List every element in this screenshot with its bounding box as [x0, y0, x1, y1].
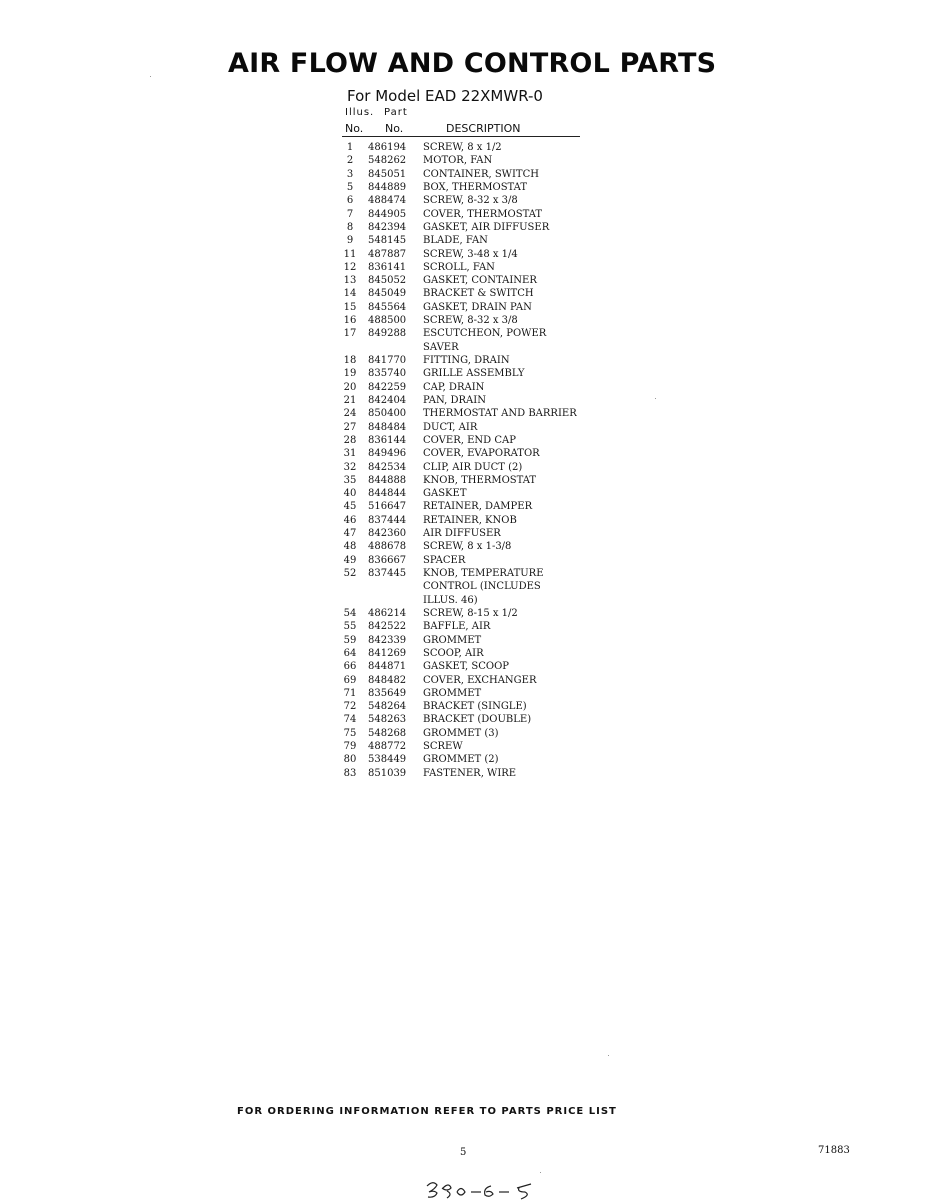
part-no-cell: 842394: [368, 221, 407, 233]
part-no-cell: 836667: [368, 554, 407, 566]
table-row: [340, 394, 640, 407]
table-row: [340, 141, 640, 154]
part-no-cell: 516647: [368, 501, 407, 513]
table-row: [340, 713, 640, 726]
illus-no-cell: 46: [343, 514, 357, 526]
table-row: [340, 687, 640, 700]
illus-no-cell: 3: [346, 168, 354, 180]
part-no-cell: 841770: [368, 355, 407, 366]
description-cell: AIR DIFFUSER: [423, 528, 501, 540]
part-no-cell: 842522: [368, 621, 407, 633]
table-row: [340, 580, 640, 593]
scan-speck: [608, 1055, 609, 1056]
part-no-cell: [368, 341, 412, 354]
part-no-cell: 835649: [368, 687, 407, 699]
description-cell: COVER, EXCHANGER: [423, 674, 537, 686]
scan-speck: [540, 1172, 541, 1173]
illus-no-cell: 32: [343, 461, 357, 473]
illus-no-cell: 54: [343, 607, 357, 619]
description-cell: COVER, THERMOSTAT: [423, 208, 543, 220]
table-row: [340, 287, 640, 300]
illus-no-cell: 15: [343, 301, 357, 313]
table-row: [340, 660, 640, 673]
ordering-info-footer: FOR ORDERING INFORMATION REFER TO PARTS PRICE LIST: [237, 1106, 617, 1117]
table-row: [340, 554, 640, 567]
part-no-cell: 849288: [368, 328, 407, 340]
part-no-cell: 842534: [368, 461, 407, 473]
illus-no-cell: 52: [343, 568, 357, 579]
page-number: 5: [460, 1147, 467, 1158]
illus-no-cell: 11: [343, 248, 357, 260]
description-cell: CONTROL (INCLUDES: [423, 581, 541, 593]
description-cell: SCREW, 8 x 1/2: [423, 142, 502, 153]
table-row: [340, 194, 640, 207]
table-row: [340, 261, 640, 274]
illus-no-cell: 64: [343, 647, 357, 659]
table-row: [340, 168, 640, 181]
part-header-top: Part: [384, 107, 408, 118]
table-row: [340, 461, 640, 474]
table-row: [340, 234, 640, 247]
illus-no-cell: 13: [343, 275, 357, 287]
illus-no-cell: 83: [343, 767, 357, 779]
illus-no-cell: 21: [343, 394, 357, 406]
table-row: [340, 540, 640, 553]
part-no-cell: 842404: [368, 394, 407, 406]
part-no-cell: 842259: [368, 381, 407, 393]
part-no-cell: 848484: [368, 421, 407, 433]
description-cell: GROMMET: [423, 687, 482, 699]
description-cell: COVER, END CAP: [423, 434, 516, 446]
part-no-cell: 486194: [368, 142, 407, 153]
table-row: [340, 620, 640, 633]
page-title: AIR FLOW AND CONTROL PARTS: [228, 48, 717, 79]
document-code: 71883: [818, 1145, 850, 1156]
description-cell: GROMMET: [423, 634, 482, 646]
description-cell: FITTING, DRAIN: [423, 355, 510, 366]
illus-no-cell: 24: [343, 408, 357, 420]
description-cell: BLADE, FAN: [423, 235, 488, 247]
table-row: [340, 527, 640, 540]
part-no-cell: 835740: [368, 368, 407, 380]
illus-no-cell: 35: [343, 474, 357, 486]
illus-no-cell: 8: [346, 221, 354, 233]
table-row: [340, 740, 640, 753]
description-cell: MOTOR, FAN: [423, 155, 493, 167]
table-row: [340, 407, 640, 420]
illus-no-cell: 5: [346, 181, 354, 193]
description-cell: GASKET, AIR DIFFUSER: [423, 221, 550, 233]
illus-no-cell: 9: [346, 235, 354, 247]
part-no-cell: [368, 594, 412, 607]
illus-no-cell: 19: [343, 368, 357, 380]
illus-no-cell: 74: [343, 714, 357, 726]
part-no-cell: 487887: [368, 248, 407, 260]
part-no-cell: 842360: [368, 528, 407, 540]
part-no-cell: 851039: [368, 767, 407, 779]
part-no-cell: 845052: [368, 275, 407, 287]
table-row: [340, 487, 640, 500]
table-row: [340, 500, 640, 513]
table-row: [340, 634, 640, 647]
description-cell: GASKET, DRAIN PAN: [423, 301, 532, 313]
illus-no-cell: 55: [343, 621, 357, 633]
table-row: [340, 381, 640, 394]
part-no-header: No.: [385, 122, 404, 135]
illus-no-cell: 72: [343, 701, 357, 713]
table-row: [340, 594, 640, 607]
description-cell: FASTENER, WIRE: [423, 767, 517, 779]
illus-no-cell: 17: [343, 328, 357, 340]
scan-speck: [655, 398, 656, 399]
part-no-cell: 848482: [368, 674, 407, 686]
table-row: [340, 301, 640, 314]
illus-no-cell: 79: [343, 741, 357, 753]
parts-table: [340, 141, 640, 780]
description-cell: SCREW: [423, 741, 463, 753]
part-no-cell: 842339: [368, 634, 407, 646]
table-row: [340, 474, 640, 487]
description-header: DESCRIPTION: [446, 122, 521, 135]
description-cell: SCREW, 8-15 x 1/2: [423, 607, 518, 619]
illus-no-cell: [340, 580, 360, 593]
illus-no-cell: 20: [343, 381, 357, 393]
table-row: [340, 314, 640, 327]
table-row: [340, 367, 640, 380]
header-divider: [342, 136, 580, 137]
description-cell: KNOB, THERMOSTAT: [423, 474, 537, 486]
table-row: [340, 327, 640, 340]
description-cell: THERMOSTAT AND BARRIER: [423, 408, 577, 420]
illus-no-cell: [340, 594, 360, 607]
table-row: [340, 514, 640, 527]
description-cell: SAVER: [423, 341, 459, 353]
part-no-cell: 841269: [368, 647, 407, 659]
part-no-cell: 548262: [368, 155, 407, 167]
part-no-cell: 844889: [368, 181, 407, 193]
table-row: [340, 727, 640, 740]
illus-no-cell: 49: [343, 554, 357, 566]
table-row: [340, 221, 640, 234]
part-no-cell: 548263: [368, 714, 407, 726]
description-cell: SPACER: [423, 554, 466, 566]
description-cell: GRILLE ASSEMBLY: [423, 368, 525, 380]
part-no-cell: 488500: [368, 315, 407, 327]
illus-no-cell: 16: [343, 315, 357, 327]
part-no-cell: 850400: [368, 408, 407, 420]
part-no-cell: 845564: [368, 301, 407, 313]
table-row: [340, 607, 640, 620]
model-subtitle: For Model EAD 22XMWR-0: [347, 87, 543, 105]
description-cell: SCREW, 8-32 x 3/8: [423, 195, 518, 207]
description-cell: BOX, THERMOSTAT: [423, 181, 528, 193]
description-cell: GASKET, SCOOP: [423, 661, 510, 673]
description-cell: GROMMET (3): [423, 727, 499, 739]
table-row: [340, 434, 640, 447]
part-no-cell: [368, 580, 412, 593]
handwritten-note: [425, 1180, 555, 1200]
table-row: [340, 447, 640, 460]
table-row: [340, 674, 640, 687]
part-no-cell: 845051: [368, 168, 407, 180]
part-no-cell: 538449: [368, 754, 407, 766]
illus-no-cell: 12: [343, 261, 357, 273]
illus-no-cell: 45: [343, 501, 357, 513]
illus-no-cell: 47: [343, 528, 357, 540]
illus-no-cell: 66: [343, 661, 357, 673]
table-row: [340, 181, 640, 194]
description-cell: BRACKET (SINGLE): [423, 701, 527, 713]
description-cell: SCOOP, AIR: [423, 647, 484, 659]
part-no-cell: 845049: [368, 288, 407, 300]
part-no-cell: 844844: [368, 488, 407, 500]
description-cell: ILLUS. 46): [423, 594, 478, 606]
part-no-cell: 836144: [368, 434, 407, 446]
description-cell: PAN, DRAIN: [423, 394, 486, 406]
description-cell: GASKET: [423, 488, 467, 500]
table-row: [340, 248, 640, 261]
description-cell: SCREW, 8-32 x 3/8: [423, 315, 518, 327]
illus-no-cell: 2: [346, 155, 354, 167]
table-row: [340, 354, 640, 367]
table-row: [340, 208, 640, 221]
description-cell: RETAINER, DAMPER: [423, 501, 533, 513]
illus-no-cell: 1: [346, 142, 354, 153]
illus-no-cell: 71: [343, 687, 357, 699]
part-no-cell: 486214: [368, 607, 407, 619]
description-cell: CAP, DRAIN: [423, 381, 485, 393]
illus-no-cell: [340, 341, 360, 354]
description-cell: COVER, EVAPORATOR: [423, 448, 540, 460]
description-cell: SCREW, 3-48 x 1/4: [423, 248, 518, 260]
scan-speck: [150, 76, 151, 77]
table-row: [340, 274, 640, 287]
description-cell: RETAINER, KNOB: [423, 514, 517, 526]
table-row: [340, 567, 640, 580]
illus-header-top: Illus.: [345, 107, 375, 118]
illus-no-cell: 69: [343, 674, 357, 686]
illus-no-cell: 75: [343, 727, 357, 739]
description-cell: ESCUTCHEON, POWER: [423, 328, 547, 340]
description-cell: BAFFLE, AIR: [423, 621, 491, 633]
illus-no-header: No.: [345, 122, 364, 135]
part-no-cell: 548145: [368, 235, 407, 247]
description-cell: SCREW, 8 x 1-3/8: [423, 541, 512, 553]
illus-no-cell: 40: [343, 488, 357, 500]
illus-no-cell: 80: [343, 754, 357, 766]
part-no-cell: 844905: [368, 208, 407, 220]
part-no-cell: 488474: [368, 195, 407, 207]
table-row: [340, 647, 640, 660]
illus-no-cell: 18: [343, 355, 357, 366]
description-cell: GASKET, CONTAINER: [423, 275, 537, 287]
description-cell: KNOB, TEMPERATURE: [423, 568, 544, 579]
table-row: [340, 341, 640, 354]
part-no-cell: 488678: [368, 541, 407, 553]
illus-no-cell: 31: [343, 448, 357, 460]
description-cell: CLIP, AIR DUCT (2): [423, 461, 523, 473]
part-no-cell: 849496: [368, 448, 407, 460]
illus-no-cell: 6: [346, 195, 354, 207]
part-no-cell: 844888: [368, 474, 407, 486]
illus-no-cell: 27: [343, 421, 357, 433]
description-cell: GROMMET (2): [423, 754, 499, 766]
description-cell: BRACKET (DOUBLE): [423, 714, 532, 726]
description-cell: CONTAINER, SWITCH: [423, 168, 539, 180]
part-no-cell: 837445: [368, 568, 407, 579]
illus-no-cell: 28: [343, 434, 357, 446]
description-cell: BRACKET & SWITCH: [423, 288, 534, 300]
table-row: [340, 421, 640, 434]
description-cell: SCROLL, FAN: [423, 261, 495, 273]
part-no-cell: 836141: [368, 261, 407, 273]
part-no-cell: 548264: [368, 701, 407, 713]
illus-no-cell: 48: [343, 541, 357, 553]
table-row: [340, 753, 640, 766]
part-no-cell: 548268: [368, 727, 407, 739]
table-row: [340, 767, 640, 780]
table-row: [340, 154, 640, 167]
description-cell: DUCT, AIR: [423, 421, 478, 433]
illus-no-cell: 59: [343, 634, 357, 646]
table-row: [340, 700, 640, 713]
part-no-cell: 488772: [368, 741, 407, 753]
part-no-cell: 844871: [368, 661, 407, 673]
part-no-cell: 837444: [368, 514, 407, 526]
illus-no-cell: 14: [343, 288, 357, 300]
illus-no-cell: 7: [346, 208, 354, 220]
